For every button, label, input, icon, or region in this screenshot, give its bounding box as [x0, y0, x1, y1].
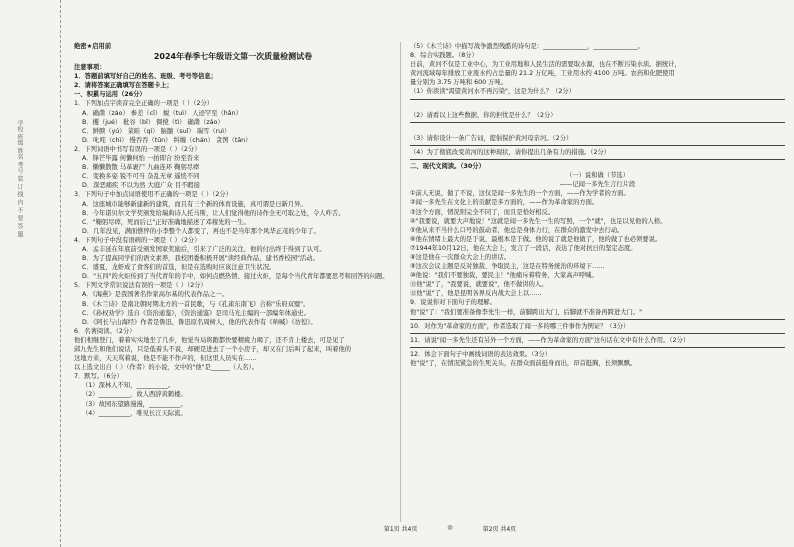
- q8-part-1: （1）你读读"渴望黄河水不再污染"，这是为什么？（2分）: [410, 88, 575, 96]
- reading-para-12: ⑫他"说"了，他是昆明各界反内战大会上以……: [410, 290, 542, 298]
- question-2: 2．下列词语中书写有误的一项是（ ）（2分）: [74, 145, 201, 153]
- q5-option-d: D．《阿长与山海经》作者是鲁迅，鲁迅原名周树人，他的代表作有《呐喊》《彷徨》。: [82, 318, 317, 326]
- q1-option-d: D．叱咤（chì） 慢吞吞（tūn） 纠缠（chán） 贪图（tān）: [82, 136, 252, 144]
- answer-line[interactable]: [410, 99, 785, 100]
- question-1: 1．下列加点字读音完全正确的一项是（ ）（2分）: [74, 100, 214, 108]
- q2-option-b: B．懒懒散散 马革裹尸 九曲连环 鞠躬尽瘁: [82, 164, 200, 172]
- q8-text-2: 黄河流域每年排放工业废水约占总量的 21.2 万亿吨，工业用水约 4100 万吨。农药和化肥使用: [410, 70, 675, 78]
- q4-option-d: D．"五四"的火炬传到了当代青年的手中，如何点燃热情、接过火炬，是每个当代青年都要思考和回答的问题。: [82, 273, 389, 281]
- reading-para-1: ①前人无说，做了不说，这仅是闻一多先生的一个方面，——作为学者的方面。: [410, 190, 630, 198]
- answer-line[interactable]: [410, 347, 785, 348]
- reading-para-9: ⑨这次会议主题是反对独裁、争取民主，这是在特务统治的环境下……: [410, 263, 605, 271]
- answer-line[interactable]: [410, 145, 785, 146]
- reading-para-3: ③这个方面，情况则完全不同了，而且是恰好相反。: [410, 208, 555, 216]
- reading-para-4: ④"我要说，就要大声地说！"这就是闻一多先生一生的写照，一个"就"，也足以见他的人格。: [410, 217, 667, 225]
- q12-quote: 他"说"了，在情况紧急的生死关头，在群众面前挺身而出，昂首挺胸，长须飘飘。: [410, 359, 637, 367]
- question-10: 10．对作为"革命家的方面"，作者选取了闻一多的哪三件事作为例证？（3分）: [410, 322, 630, 330]
- notes-title: 注意事项：: [74, 64, 106, 72]
- column-divider: [400, 42, 401, 522]
- section-1-title: 一、积累与运用（26分）: [74, 91, 146, 99]
- q2-option-a: A．锋芒毕露 何懒何怡 一拍即合 纷至沓来: [82, 155, 200, 163]
- q5-option-a: A．《海燕》是我国著名作家高尔基的代表作品之一。: [82, 291, 228, 299]
- question-3: 3．下列句子中加点词语使用不正确的一项是（ ）（2分）: [74, 191, 232, 199]
- q8-text-1: 日前，黄河不仅是工业中心，为工业用地和人民生活的需要取水源，也在不断污染水质。据统计，: [410, 61, 681, 69]
- q6-text-2: 邱九先生和他们说话，只是低着头不说，却硬是进去了一个小房子，却又在门后叫了起来，叫着他的: [74, 346, 352, 353]
- right-column: [410, 42, 785, 368]
- q1-option-a: A．确凿（záo） 参差（cī） 蜕（tuì） 人迹罕至（hǎn）: [82, 109, 242, 117]
- answer-line[interactable]: [410, 319, 785, 320]
- q8-part-2: （2）请看以上这些数据，你的担忧是什么？（2分）: [410, 111, 557, 119]
- question-12: 12．体会下面句子中画线词语的表达效果。（3分）: [410, 350, 552, 358]
- q4-option-b: B．为了提高同学们的语文素养，我校团委积极开展"读经典作品，建书香校园"活动。: [82, 255, 319, 263]
- q5-option-c: C．《孙权劝学》选自《资治通鉴》，《资治通鉴》是司马光主编的一部编年体通史。: [82, 309, 310, 317]
- question-9: 9．说说你对下面句子的理解。: [410, 299, 496, 307]
- page-number-1: 第1页 共4页: [383, 526, 418, 533]
- answer-line[interactable]: [410, 333, 785, 334]
- exam-title: 2024年春季七年级语文第一次质量检测试卷: [153, 52, 313, 62]
- q1-option-b: B．攫（jué） 秕谷（bǐ） 倜傥（tì） 确凿（záo）: [82, 118, 224, 126]
- reading-para-6: ⑥他在情绪上最大的是于说，最根本是于做。他的说了就是他做了，他的做了也必须要说。: [410, 235, 662, 243]
- reading-para-8: ⑧这是他在一次群众大会上的讲话。: [410, 253, 511, 261]
- page-number-2: 第2页 共4页: [482, 526, 517, 533]
- q3-option-d: D．几年没见，满面憔悴的小李整个人都变了，再也不是当年那个风华正茂的少年了。: [82, 227, 320, 235]
- question-4: 4．下列句子中没有语病的一项是（ ）（2分）: [74, 236, 201, 244]
- reading-para-10: ⑩他说："我们不要独裁，要民主！"他痛斥着特务，大家高声呼喊。: [410, 272, 598, 280]
- q9-quote: 他"说"了："我们要准备像李先生一样，前脚跨出大门，后脚就不准备再跨进大门。": [410, 308, 642, 316]
- reading-title: （一）说和做（节选）: [566, 172, 629, 180]
- q8-part-4: （4）为了彻底改变黄河的这种现状，请你提出几条有力的措施。（2分）: [410, 148, 611, 156]
- q8-part-3: （3）请你设计一条广告词，提倡保护黄河母亲河。（2分）: [410, 134, 573, 142]
- binding-text: 学校 班级 姓名 考号 装 订 线 内 不 要 答 题: [16, 120, 23, 237]
- question-7: 7．默写。（6分）: [74, 373, 123, 381]
- q3-option-c: C．"鞠躬尽瘁，死而后已"正好准确地描述了邓稼先的一生。: [82, 218, 250, 226]
- q2-option-d: D．深恶痛疾 不以为然 大庭广众 目不暇接: [82, 182, 200, 190]
- q3-option-a: A．这座城市能够新建新的建筑，而且有三个新的体育设施，真可谓是日新月异。: [82, 200, 307, 208]
- question-6: 6．名著阅读。（2分）: [74, 327, 136, 335]
- reading-para-2: ②闻一多先生在文化上的贡献是多方面的，——作为革命家的方面。: [410, 199, 599, 207]
- note-2: 2．请将答案正确填写在答题卡上；: [74, 82, 173, 90]
- question-11: 11．请说"闻一多先生还有另外一个方面，——作为革命家的方面"这句话在文中有什么作用。（2分）: [410, 336, 690, 344]
- q7-item-2[interactable]: （2）__________，故人西辞黄鹤楼。: [82, 391, 187, 399]
- q6-text-1: 他们相继登门，着着实实地坐了几步，他觉当局将跑都快要精疲力竭了，还不肯上楼去，可是见了: [74, 336, 345, 344]
- q1-option-c: C．鲜腴（yú） 菜畦（qí） 脑髓（suǐ） 瑞雪（ruì）: [82, 127, 231, 135]
- answer-line[interactable]: [410, 159, 785, 160]
- note-1: 1．答题前填写好自己的姓名、班级、考号等信息；: [74, 73, 217, 81]
- q6-text-3: 这地方来，天天骂着说，他是不能不作声的，但这里人员实在……: [74, 355, 257, 363]
- q7-item-5[interactable]: （5）《木兰诗》中描写战争激烈残酷的诗句是：______________，______________。: [410, 43, 644, 50]
- q7-item-3[interactable]: （3）故园东望路漫漫，__________。: [82, 400, 187, 408]
- reading-para-11: ⑪他"说"了，"我要说，就要说"，他不做讲的人。: [410, 281, 548, 289]
- q5-option-b: B．《木兰诗》是南北朝时期北方的一首民歌，与《孔雀东南飞》合称"乐府双璧"。: [82, 300, 310, 308]
- section-2-title: 二、现代文阅读。（30分）: [410, 163, 485, 171]
- reading-para-5: ⑤他从来不当什么口号的鼓动者，他总是身体力行，在群众的激发中去行动。: [410, 226, 624, 234]
- footer-separator: ◎: [447, 524, 453, 531]
- binding-margin: [0, 0, 61, 547]
- question-8: 8．综合实践题。（8分）: [410, 52, 478, 60]
- question-5: 5．下列文学常识说法有误的一项是（ ）（2分）: [74, 282, 207, 290]
- answer-line[interactable]: [410, 122, 785, 123]
- q7-item-4[interactable]: （4）__________，唯见长江天际流。: [82, 409, 187, 417]
- reading-para-7: ⑦1944年10月12日，他在大会上，发言了一段话，表达了他对抗日的坚定态度。: [410, 244, 637, 252]
- q2-option-c: C．变换多姿 锐不可当 杂乱无章 遥恍不同: [82, 173, 200, 181]
- q4-option-c: C．盛夏，龙虾成了食客们的首选，但是在选购时应该注意卫生状况。: [82, 264, 276, 272]
- q8-text-3: 量分别为 3.75 万吨和 600 万吨。: [410, 79, 508, 87]
- page-footer: [300, 524, 600, 533]
- q7-item-1[interactable]: （1）深林人不知，__________。: [82, 382, 175, 390]
- q4-option-a: A．孟丰延在年底前受颁发国家奖励后，引来了广泛的关注，他的付出终于得到了认可。: [82, 245, 326, 253]
- q3-option-b: B．今年诺贝尔文学奖颁发给瑞典诗人托马斯，让人们觉得他的诗作全无可取之处，令人咋舌。: [82, 209, 345, 217]
- q6-blank[interactable]: 以上选文出自（ ）（作者）的小说，文中的"他"是______（人名）。: [74, 364, 259, 372]
- reading-subtitle: ——记闻一多先生言行片段: [559, 181, 636, 189]
- left-column: [74, 42, 392, 418]
- secret-label: 绝密★启用前: [74, 43, 112, 50]
